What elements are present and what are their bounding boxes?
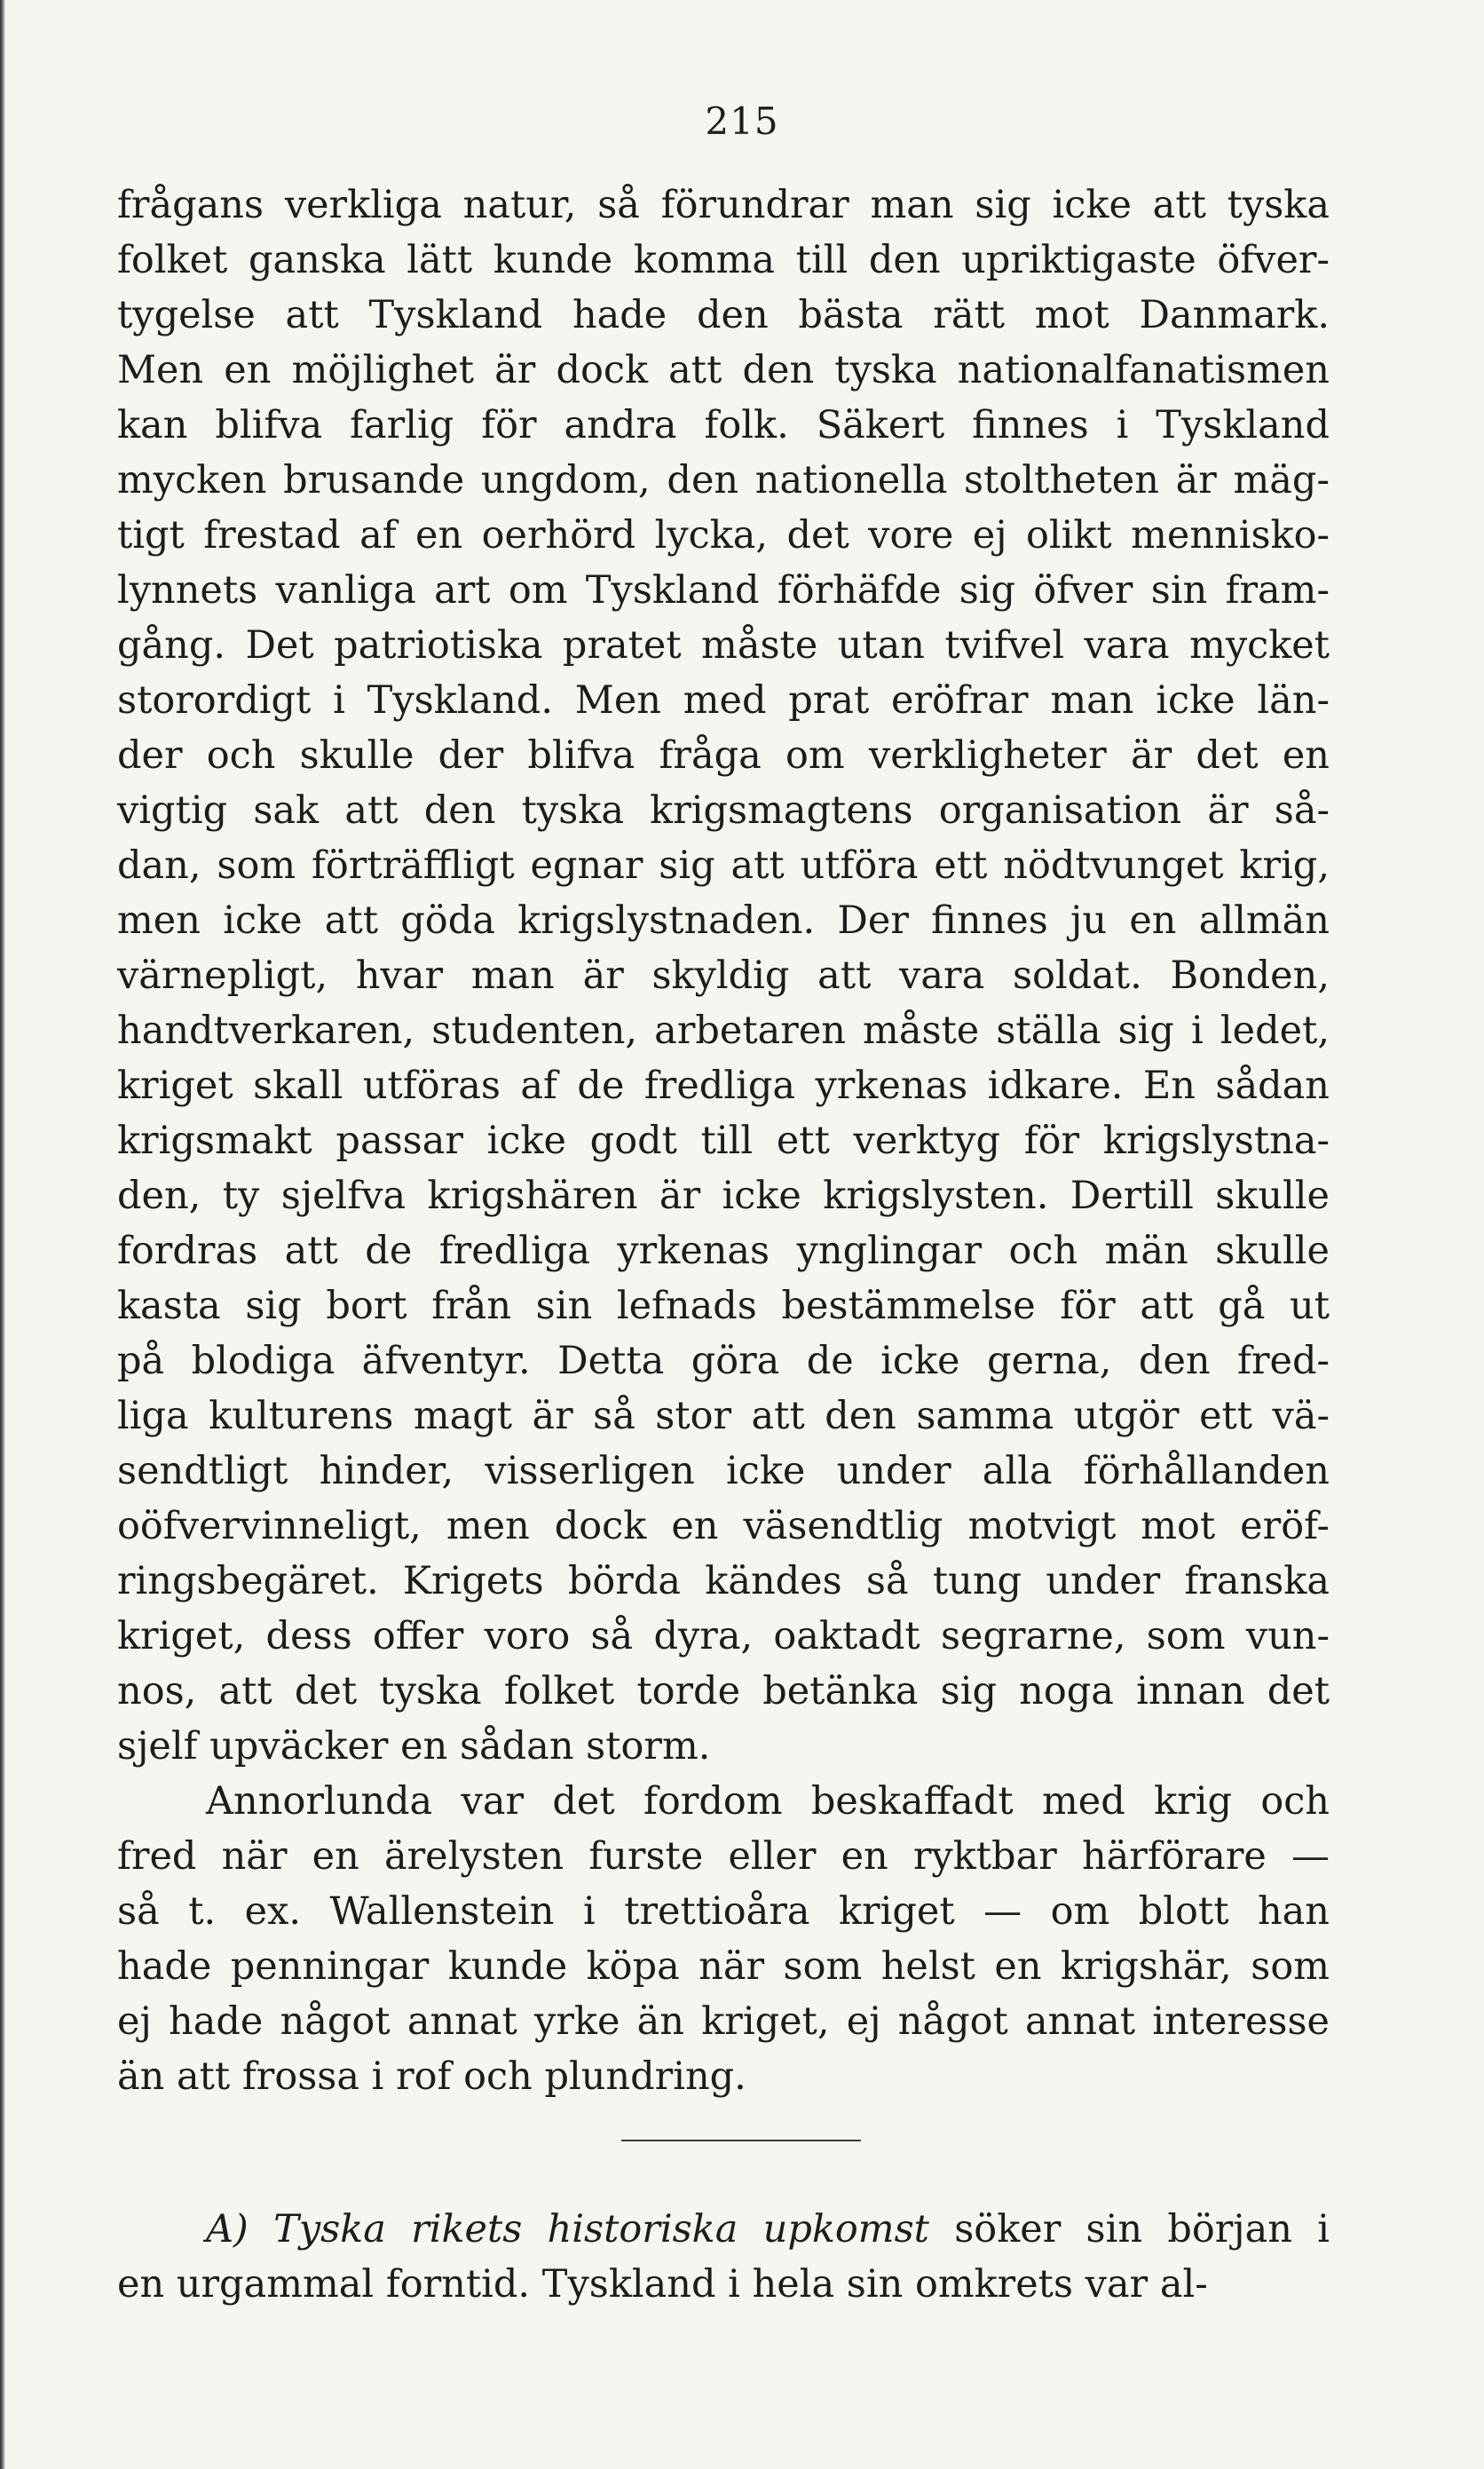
- text-line: kriget skall utföras af de fredliga yrkenas idkare. En sådan: [117, 1064, 1330, 1108]
- text-line: tigt frestad af en oerhörd lycka, det vore ej olikt mennisko-: [117, 513, 1330, 558]
- body-text: [117, 178, 1330, 2104]
- text-line: oöfvervinneligt, men dock en väsendtlig motvigt mot eröf-: [117, 1504, 1330, 1548]
- text-line: lynnets vanliga art om Tyskland förhäfde sig öfver sin fram-: [117, 568, 1330, 613]
- text-line: mycken brusande ungdom, den nationella stoltheten är mäg-: [117, 458, 1330, 503]
- footnote: [117, 2202, 1330, 2312]
- text-line: handtverkaren, studenten, arbetaren måste ställa sig i ledet,: [117, 1009, 1330, 1053]
- text-line: dan, som förträffligt egnar sig att utföra ett nödtvunget krig,: [117, 843, 1330, 888]
- text-line: på blodiga äfventyr. Detta göra de icke gerna, den fred-: [117, 1339, 1330, 1383]
- text-line: än att frossa i rof och plundring.: [117, 2054, 746, 2099]
- text-line: krigsmakt passar icke godt till ett verktyg för krigslystna-: [117, 1119, 1330, 1163]
- footnote-italic-phrase: Tyska rikets historiska upkomst: [273, 2207, 929, 2251]
- page-number: 215: [705, 99, 779, 143]
- text-line: så t. ex. Wallenstein i trettioåra kriget — om blott han: [117, 1889, 1330, 1934]
- text-line: tygelse att Tyskland hade den bästa rätt mot Danmark.: [117, 293, 1330, 337]
- text-line: nos, att det tyska folket torde betänka sig noga innan det: [117, 1669, 1330, 1713]
- text-line: ej hade något annat yrke än kriget, ej något annat interesse: [117, 1999, 1330, 2044]
- text-line: gång. Det patriotiska pratet måste utan tvifvel vara mycket: [117, 623, 1330, 668]
- text-line: värnepligt, hvar man är skyldig att vara soldat. Bonden,: [117, 954, 1330, 998]
- text-line: kriget, dess offer voro så dyra, oaktadt segrarne, som vun-: [117, 1614, 1330, 1658]
- text-line: frågans verkliga natur, så förundrar man sig icke att tyska: [117, 183, 1330, 227]
- text-line: ringsbegäret. Krigets börda kändes så tung under franska: [117, 1559, 1330, 1603]
- text-line: den, ty sjelfva krigshären är icke krigslysten. Dertill skulle: [117, 1174, 1330, 1218]
- text-line: Men en möjlighet är dock att den tyska nationalfanatismen: [117, 348, 1330, 392]
- text-line: sendtligt hinder, visserligen icke under alla förhållanden: [117, 1449, 1330, 1493]
- text-line: vigtig sak att den tyska krigsmagtens organisation är så-: [117, 788, 1330, 833]
- text-line: kan blifva farlig för andra folk. Säkert finnes i Tyskland: [117, 403, 1330, 447]
- page-binding-edge: [0, 0, 5, 2469]
- text-line: Annorlunda var det fordom beskaffadt med krig och: [206, 1779, 1330, 1824]
- footnote-line-1-rest: söker sin början i: [954, 2207, 1330, 2251]
- text-line: kasta sig bort från sin lefnads bestämmelse för att gå ut: [117, 1284, 1330, 1328]
- text-line: men icke att göda krigslystnaden. Der finnes ju en allmän: [117, 898, 1330, 943]
- text-line: der och skulle der blifva fråga om verkligheter är det en: [117, 733, 1330, 778]
- footnote-separator: [621, 2140, 861, 2141]
- footnote-marker: A): [206, 2207, 249, 2251]
- text-line: sjelf upväcker en sådan storm.: [117, 1724, 711, 1769]
- footnote-line-1: [117, 2202, 1330, 2257]
- text-line: fordras att de fredliga yrkenas ynglingar och män skulle: [117, 1229, 1330, 1273]
- text-line: folket ganska lätt kunde komma till den upriktigaste öfver-: [117, 238, 1330, 282]
- text-line: fred när en ärelysten furste eller en ryktbar härförare —: [117, 1834, 1330, 1879]
- text-line: storordigt i Tyskland. Men med prat eröfrar man icke län-: [117, 678, 1330, 723]
- text-line: hade penningar kunde köpa när som helst en krigshär, som: [117, 1944, 1330, 1989]
- text-line: liga kulturens magt är så stor att den samma utgör ett vä-: [117, 1394, 1330, 1438]
- footnote-line-2: en urgammal forntid. Tyskland i hela sin omkrets var al-: [117, 2262, 1208, 2307]
